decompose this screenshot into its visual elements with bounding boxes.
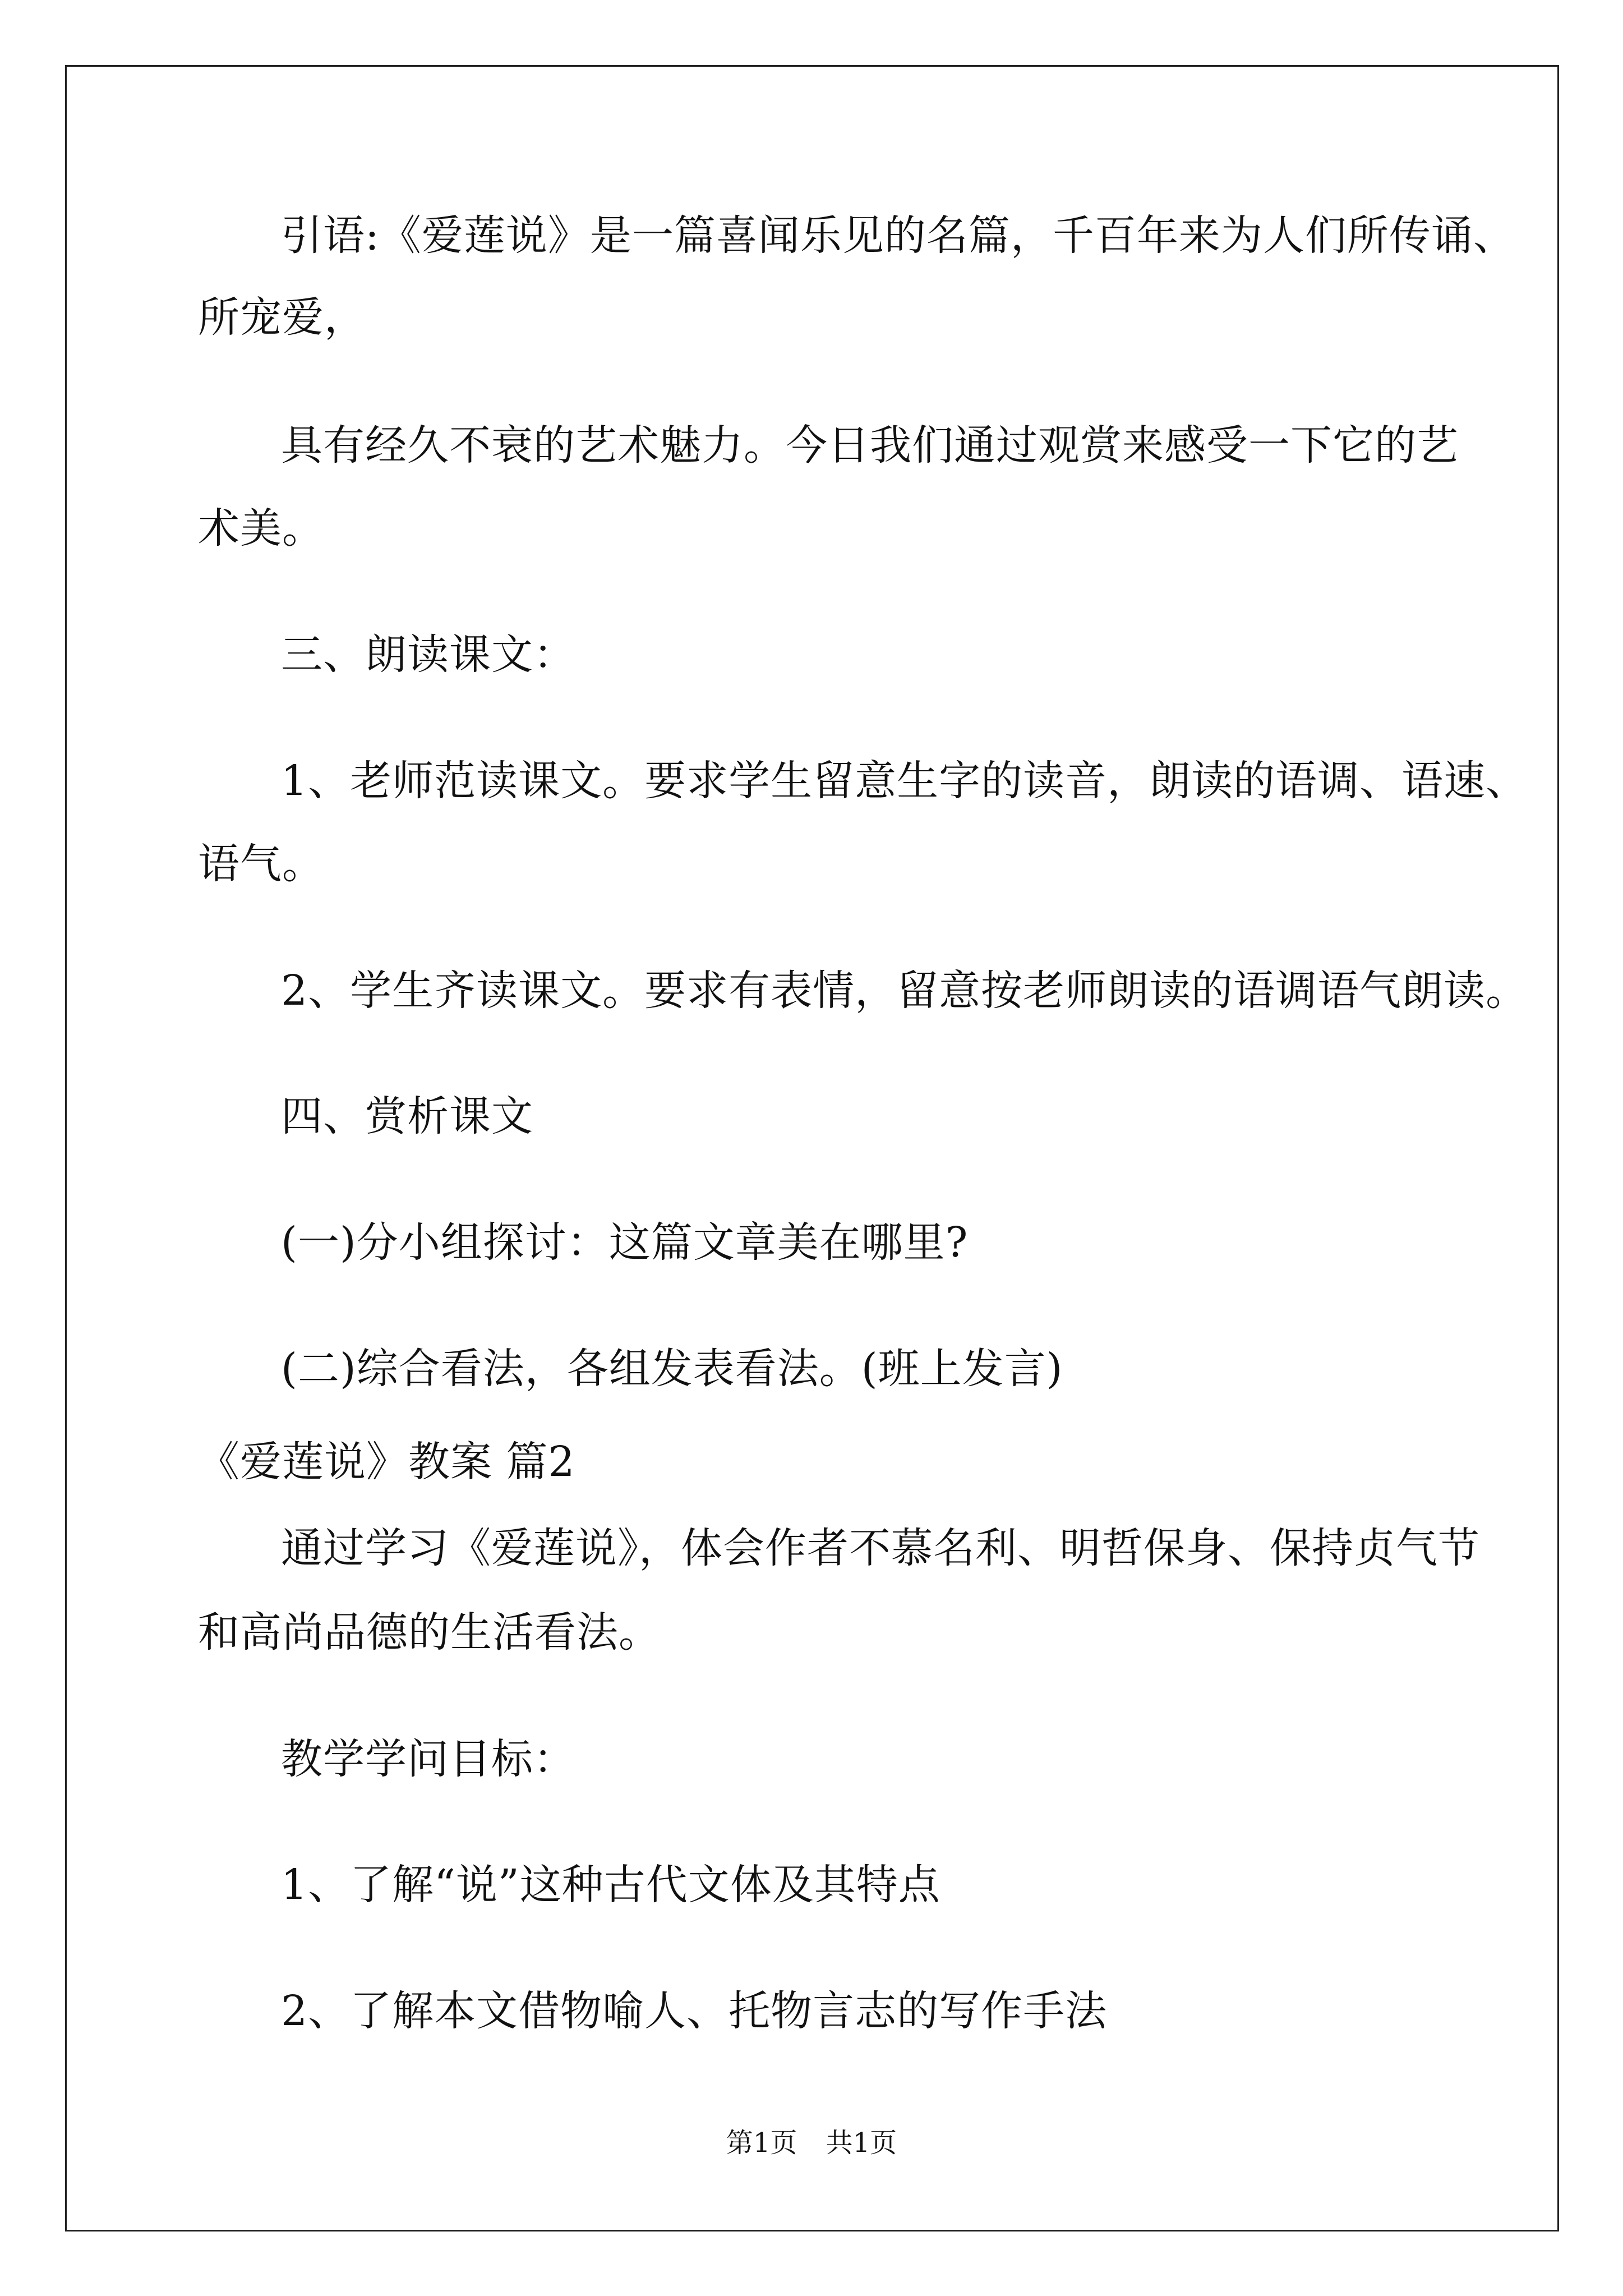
- paragraph-art-line-1: 具有经久不衰的艺术魅力。今日我们通过观赏来感受一下它的艺: [281, 421, 1459, 470]
- lesson-title-part-2: 《爱莲说》教案 篇2: [198, 1438, 575, 1486]
- paragraph-reading-1-line-1: 1、老师范读课文。要求学生留意生字的读音，朗读的语调、语速、: [281, 757, 1528, 805]
- page-number-total: 共1页: [826, 2127, 897, 2159]
- section-heading-reading: 三、朗读课文：: [281, 631, 575, 679]
- section-heading-knowledge-goals: 教学学问目标：: [281, 1735, 575, 1783]
- paragraph-discussion-2: (二)综合看法，各组发表看法。(班上发言): [281, 1345, 1063, 1393]
- paragraph-goal-line-1: 通过学习《爱莲说》，体会作者不慕名利、明哲保身、保持贞气节: [281, 1524, 1480, 1572]
- paragraph-intro-line-1: 引语:《爱莲说》是一篇喜闻乐见的名篇，千百年来为人们所传诵、: [281, 211, 1515, 260]
- paragraph-reading-1-line-2: 语气。: [198, 840, 324, 888]
- paragraph-intro-line-2: 所宠爱，: [198, 293, 366, 342]
- page-footer: [0, 2126, 1623, 2160]
- section-heading-appreciation: 四、赏析课文: [281, 1092, 533, 1140]
- paragraph-goal-item-1: 1、了解“说”这种古代文体及其特点: [281, 1861, 940, 1909]
- paragraph-art-line-2: 术美。: [198, 504, 324, 553]
- page-number-current: 第1页: [726, 2127, 797, 2159]
- paragraph-reading-2: 2、学生齐读课文。要求有表情，留意按老师朗读的语调语气朗读。: [281, 967, 1528, 1015]
- paragraph-discussion-1: (一)分小组探讨：这篇文章美在哪里?: [281, 1218, 969, 1267]
- paragraph-goal-item-2: 2、了解本文借物喻人、托物言志的写作手法: [281, 1987, 1108, 2035]
- paragraph-goal-line-2: 和高尚品德的生活看法。: [198, 1608, 661, 1657]
